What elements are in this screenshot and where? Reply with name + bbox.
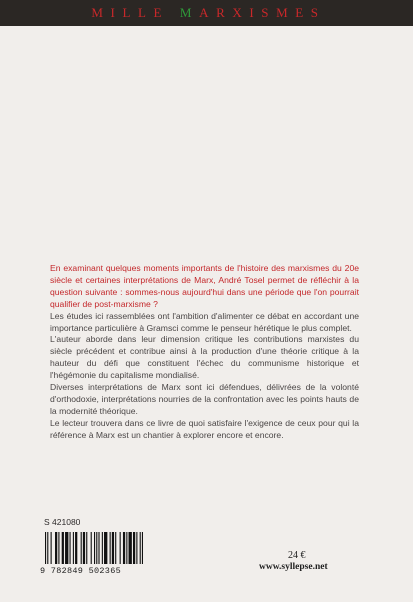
price: 24 € (288, 550, 306, 561)
publisher-website: www.syllepse.net (259, 562, 328, 572)
paragraph: L'auteur aborde dans leur dimension critique les contributions marxistes du siècle précédent et contribue ainsi à la production d'une théorie critique à la hauteur du défi que constituent l'échec du communisme historique et l'hégémonie du capitalisme mondialisé. (50, 334, 359, 381)
barcode-digits: 9 782849 502365 (40, 566, 122, 576)
barcode (45, 532, 143, 564)
series-title (91, 5, 325, 21)
series-title-accent: M (179, 5, 200, 20)
paragraph: Les études ici rassemblées ont l'ambition d'alimenter ce débat en accordant une importance particulière à Gramsci comme le penseur hérétique le plus complet. (50, 310, 359, 333)
catalog-code: S 421080 (44, 517, 81, 527)
back-cover-text (50, 263, 359, 442)
intro-paragraph: En examinant quelques moments importants de l'histoire des marxismes du 20e siècle et certaines interprétations de Marx, André Tosel permet de réfléchir à la question suivante : sommes-nous aujourd'hui dans une période que l'on pourrait qualifier de post-marxisme ? (50, 263, 359, 309)
paragraph: Le lecteur trouvera dans ce livre de quoi satisfaire l'exigence de ceux pour qui la référence à Marx est un chantier à explorer encore et encore. (50, 417, 359, 440)
paragraph: Diverses interprétations de Marx sont ici défendues, délivrées de la volonté d'orthodoxie, interprétations nourries de la confrontation avec les points hauts de la modernité théorique. (50, 382, 359, 416)
series-title-part2: ARXISMES (199, 5, 326, 20)
series-banner (0, 0, 413, 26)
series-title-part1: MILLE (91, 5, 180, 20)
